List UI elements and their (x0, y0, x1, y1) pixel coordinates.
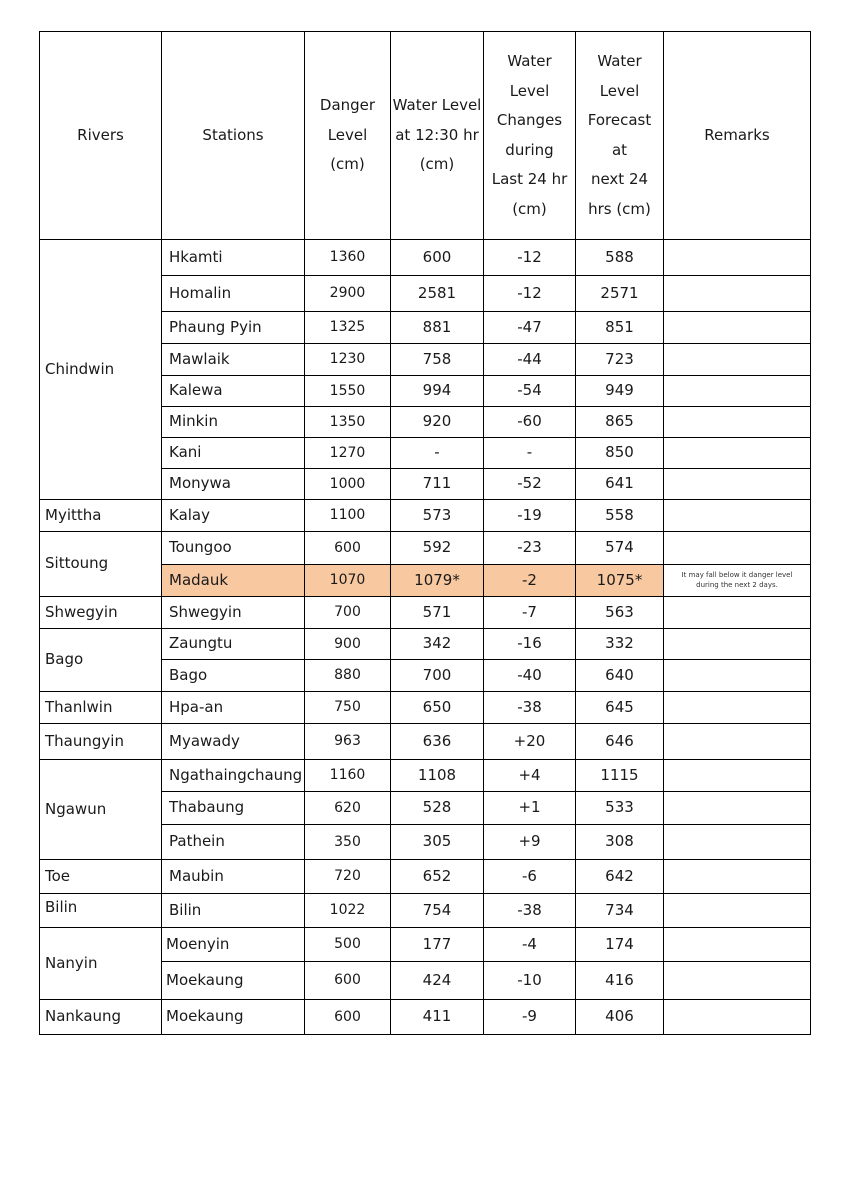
river-cell: Sittoung (40, 532, 162, 597)
table-row (40, 692, 811, 724)
danger-level-cell: 1360 (305, 240, 391, 276)
station-cell: Thabaung (162, 792, 305, 825)
forecast-cell: 533 (576, 792, 664, 825)
river-cell: Toe (40, 860, 162, 894)
remark-cell (664, 276, 811, 312)
table-row (40, 629, 811, 660)
station-cell: Minkin (162, 407, 305, 438)
forecast-cell: 174 (576, 928, 664, 962)
remark-cell (664, 438, 811, 469)
header-line: Level (599, 81, 640, 100)
danger-level-cell: 500 (305, 928, 391, 962)
change-cell: -47 (484, 312, 576, 344)
water-level-cell: 342 (391, 629, 484, 660)
station-cell: Toungoo (162, 532, 305, 565)
danger-level-cell: 600 (305, 962, 391, 1000)
station-cell: Mawlaik (162, 344, 305, 376)
forecast-cell: 645 (576, 692, 664, 724)
danger-level-cell: 1000 (305, 469, 391, 500)
table-row (40, 724, 811, 760)
header-line: Level (327, 125, 368, 144)
water-level-cell: 754 (391, 894, 484, 928)
change-cell: -19 (484, 500, 576, 532)
station-cell: Hpa-an (162, 692, 305, 724)
remark-cell (664, 894, 811, 928)
forecast-cell: 1075* (576, 565, 664, 597)
remark-cell: It may fall below it danger level during the next 2 days. (664, 565, 811, 597)
danger-level-cell: 1350 (305, 407, 391, 438)
change-cell: -9 (484, 1000, 576, 1035)
forecast-cell: 850 (576, 438, 664, 469)
water-level-cell: 650 (391, 692, 484, 724)
forecast-cell: 642 (576, 860, 664, 894)
remark-cell (664, 962, 811, 1000)
remark-cell (664, 344, 811, 376)
water-level-cell: 592 (391, 532, 484, 565)
change-cell: -16 (484, 629, 576, 660)
remark-cell (664, 407, 811, 438)
remark-cell (664, 629, 811, 660)
station-cell: Shwegyin (162, 597, 305, 629)
water-level-cell: 177 (391, 928, 484, 962)
forecast-cell: 1115 (576, 760, 664, 792)
header-line: (cm) (419, 155, 455, 174)
station-cell: Kani (162, 438, 305, 469)
table-row (40, 928, 811, 962)
forecast-cell: 416 (576, 962, 664, 1000)
station-cell: Pathein (162, 825, 305, 860)
remark-cell (664, 532, 811, 565)
water-level-cell: 305 (391, 825, 484, 860)
remark-cell (664, 500, 811, 532)
river-cell: Shwegyin (40, 597, 162, 629)
water-level-cell: - (391, 438, 484, 469)
remark-cell (664, 760, 811, 792)
station-cell: Madauk (162, 565, 305, 597)
water-level-cell: 1108 (391, 760, 484, 792)
change-cell: -40 (484, 660, 576, 692)
forecast-cell: 406 (576, 1000, 664, 1035)
danger-level-cell: 880 (305, 660, 391, 692)
water-level-cell: 424 (391, 962, 484, 1000)
header-line: Danger (319, 96, 376, 115)
change-cell: -44 (484, 344, 576, 376)
station-cell: Moekaung (162, 962, 305, 1000)
change-cell: -12 (484, 240, 576, 276)
change-cell: -38 (484, 894, 576, 928)
change-cell: -2 (484, 565, 576, 597)
table-row (40, 1000, 811, 1035)
header-line: Last 24 hr (491, 170, 568, 188)
header-line: at (611, 140, 628, 159)
river-cell: Bago (40, 629, 162, 692)
change-cell: +9 (484, 825, 576, 860)
remark-cell (664, 469, 811, 500)
table-row (40, 532, 811, 565)
danger-level-cell: 720 (305, 860, 391, 894)
header-line: next 24 (590, 170, 649, 188)
danger-level-cell: 1022 (305, 894, 391, 928)
remark-cell (664, 597, 811, 629)
remark-cell (664, 860, 811, 894)
header-line: Water (597, 52, 642, 70)
danger-level-cell: 750 (305, 692, 391, 724)
water-level-cell: 652 (391, 860, 484, 894)
change-cell: -38 (484, 692, 576, 724)
forecast-cell: 641 (576, 469, 664, 500)
station-cell: Homalin (162, 276, 305, 312)
forecast-cell: 308 (576, 825, 664, 860)
forecast-cell: 734 (576, 894, 664, 928)
station-cell: Kalay (162, 500, 305, 532)
table-row (40, 597, 811, 629)
forecast-cell: 949 (576, 376, 664, 407)
water-level-cell: 571 (391, 597, 484, 629)
station-cell: Hkamti (162, 240, 305, 276)
header-remarks: Remarks (664, 32, 811, 240)
river-cell: Myittha (40, 500, 162, 532)
header-row (40, 32, 811, 240)
header-line: Water Level (392, 96, 482, 115)
station-cell: Phaung Pyin (162, 312, 305, 344)
table-row (40, 760, 811, 792)
forecast-cell: 2571 (576, 276, 664, 312)
danger-level-cell: 1325 (305, 312, 391, 344)
station-cell: Ngathaingchaung (162, 760, 305, 792)
forecast-cell: 640 (576, 660, 664, 692)
danger-level-cell: 1160 (305, 760, 391, 792)
danger-level-cell: 600 (305, 532, 391, 565)
river-cell: Thanlwin (40, 692, 162, 724)
station-cell: Moenyin (162, 928, 305, 962)
forecast-cell: 723 (576, 344, 664, 376)
water-level-cell: 700 (391, 660, 484, 692)
water-level-cell: 2581 (391, 276, 484, 312)
station-cell: Monywa (162, 469, 305, 500)
forecast-cell: 588 (576, 240, 664, 276)
remark-cell (664, 240, 811, 276)
change-cell: +4 (484, 760, 576, 792)
change-cell: -23 (484, 532, 576, 565)
header-line: Changes (496, 111, 563, 129)
remark-cell (664, 1000, 811, 1035)
change-cell: -12 (484, 276, 576, 312)
forecast-cell: 646 (576, 724, 664, 760)
header-line: Water (507, 52, 552, 70)
change-cell: +1 (484, 792, 576, 825)
remark-cell (664, 692, 811, 724)
forecast-cell: 865 (576, 407, 664, 438)
river-cell: Thaungyin (40, 724, 162, 760)
danger-level-cell: 600 (305, 1000, 391, 1035)
danger-level-cell: 1550 (305, 376, 391, 407)
water-level-cell: 636 (391, 724, 484, 760)
header-changes (484, 32, 576, 240)
water-level-cell: 573 (391, 500, 484, 532)
water-level-cell: 411 (391, 1000, 484, 1035)
river-cell: Bilin (40, 894, 162, 928)
forecast-cell: 851 (576, 312, 664, 344)
header-line: at 12:30 hr (395, 125, 479, 144)
remark-cell (664, 825, 811, 860)
danger-level-cell: 700 (305, 597, 391, 629)
header-line: (cm) (330, 155, 365, 174)
station-cell: Bilin (162, 894, 305, 928)
forecast-cell: 563 (576, 597, 664, 629)
change-cell: -4 (484, 928, 576, 962)
forecast-cell: 558 (576, 500, 664, 532)
station-cell: Kalewa (162, 376, 305, 407)
danger-level-cell: 900 (305, 629, 391, 660)
remark-cell (664, 792, 811, 825)
change-cell: +20 (484, 724, 576, 760)
table-row (40, 240, 811, 276)
header-line: hrs (cm) (588, 199, 651, 218)
danger-level-cell: 1100 (305, 500, 391, 532)
water-level-cell: 600 (391, 240, 484, 276)
river-cell: Chindwin (40, 240, 162, 500)
river-cell: Nankaung (40, 1000, 162, 1035)
station-cell: Zaungtu (162, 629, 305, 660)
header-line: (cm) (512, 199, 547, 218)
water-level-cell: 758 (391, 344, 484, 376)
danger-level-cell: 963 (305, 724, 391, 760)
station-cell: Bago (162, 660, 305, 692)
danger-level-cell: 620 (305, 792, 391, 825)
remark-cell (664, 376, 811, 407)
water-level-cell: 1079* (391, 565, 484, 597)
forecast-cell: 332 (576, 629, 664, 660)
water-level-cell: 994 (391, 376, 484, 407)
change-cell: -10 (484, 962, 576, 1000)
header-line: Forecast (587, 111, 652, 129)
water-level-cell: 920 (391, 407, 484, 438)
table-row (40, 500, 811, 532)
header-water-level (391, 32, 484, 240)
header-line: during (505, 140, 554, 159)
danger-level-cell: 1270 (305, 438, 391, 469)
header-rivers: Rivers (40, 32, 162, 240)
danger-level-cell: 1230 (305, 344, 391, 376)
water-level-cell: 711 (391, 469, 484, 500)
header-forecast (576, 32, 664, 240)
danger-level-cell: 2900 (305, 276, 391, 312)
forecast-cell: 574 (576, 532, 664, 565)
header-stations: Stations (162, 32, 305, 240)
header-line: Level (509, 81, 550, 100)
change-cell: -6 (484, 860, 576, 894)
change-cell: -54 (484, 376, 576, 407)
danger-level-cell: 1070 (305, 565, 391, 597)
change-cell: -60 (484, 407, 576, 438)
remark-cell (664, 724, 811, 760)
station-cell: Moekaung (162, 1000, 305, 1035)
water-level-table (39, 31, 811, 1035)
river-cell: Nanyin (40, 928, 162, 1000)
remark-cell (664, 928, 811, 962)
danger-level-cell: 350 (305, 825, 391, 860)
change-cell: -7 (484, 597, 576, 629)
water-level-cell: 881 (391, 312, 484, 344)
remark-cell (664, 312, 811, 344)
river-cell: Ngawun (40, 760, 162, 860)
water-level-cell: 528 (391, 792, 484, 825)
station-cell: Maubin (162, 860, 305, 894)
header-danger-level (305, 32, 391, 240)
table-row (40, 860, 811, 894)
change-cell: - (484, 438, 576, 469)
change-cell: -52 (484, 469, 576, 500)
table-row (40, 894, 811, 928)
station-cell: Myawady (162, 724, 305, 760)
remark-cell (664, 660, 811, 692)
